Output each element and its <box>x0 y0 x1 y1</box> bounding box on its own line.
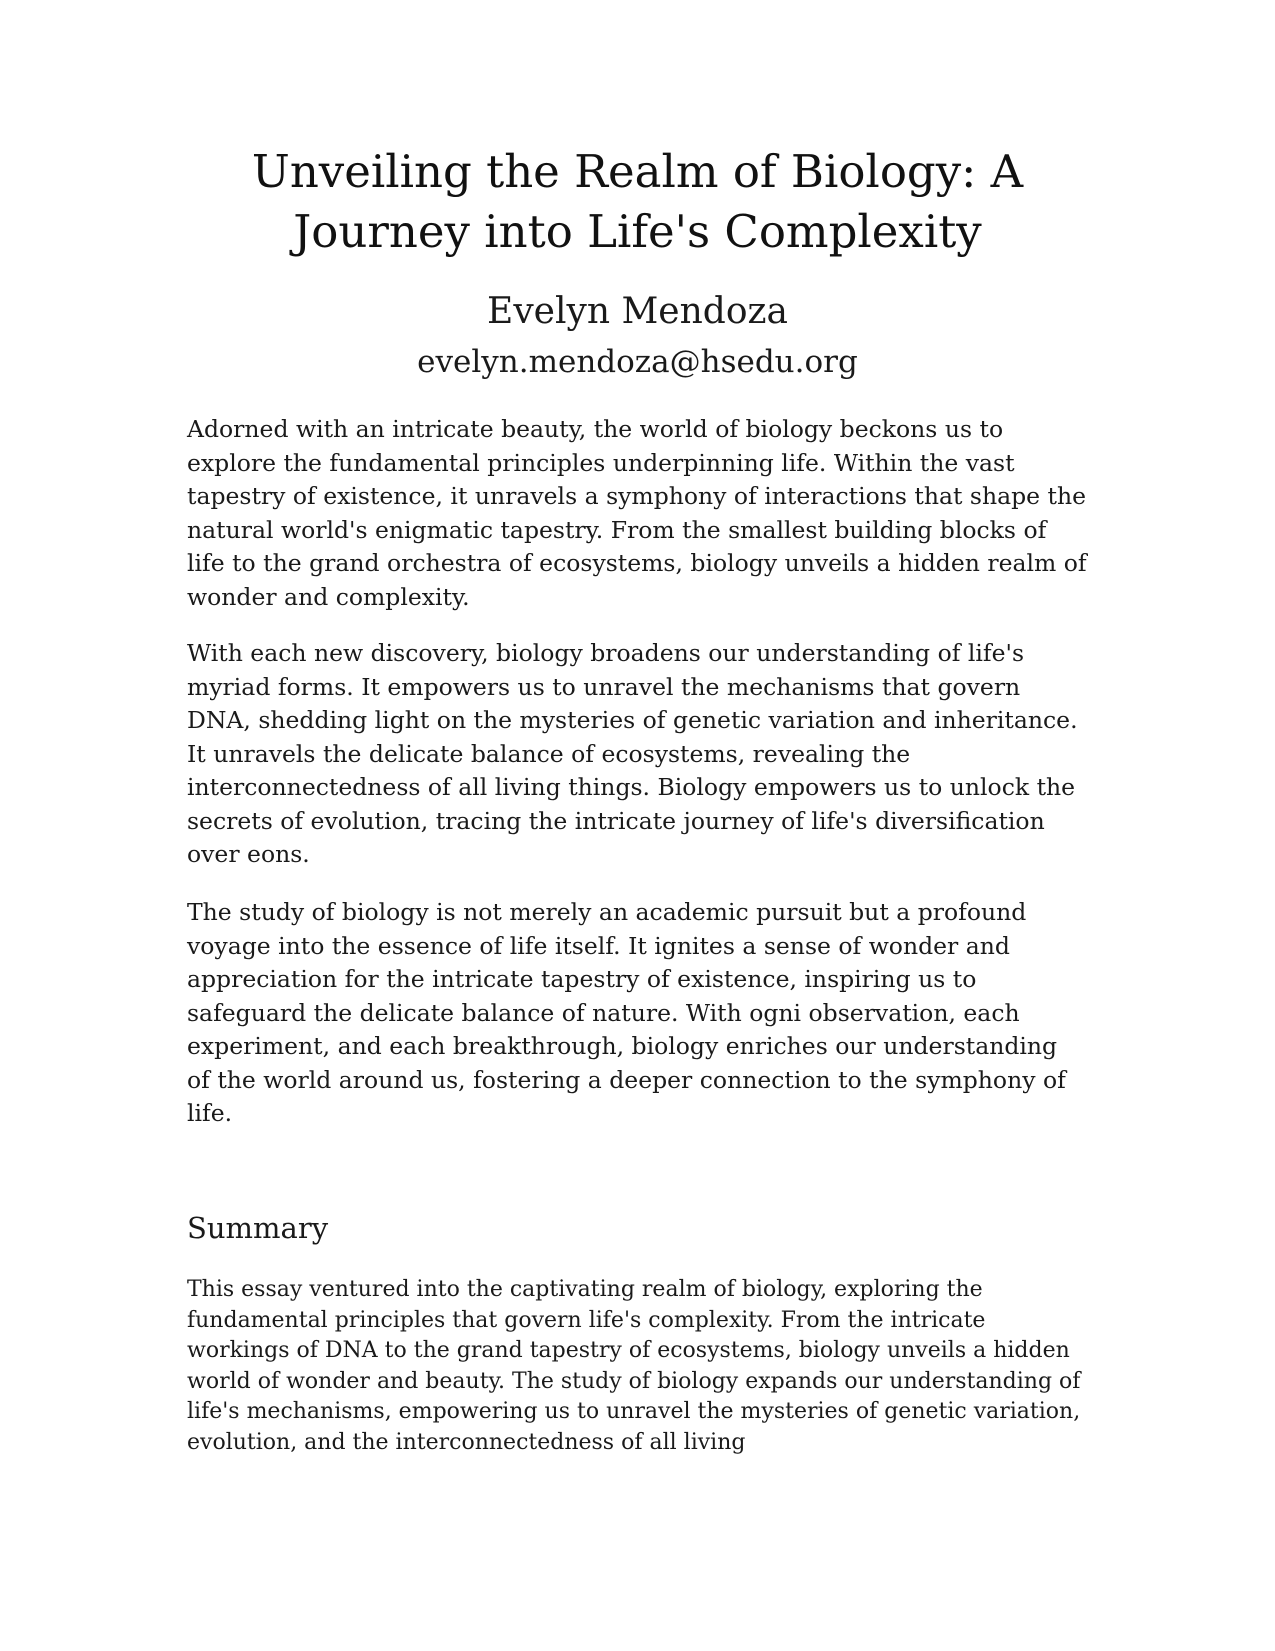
title-line-2: Journey into Life's Complexity <box>293 205 982 258</box>
body-paragraph-1: Adorned with an intricate beauty, the world of biology beckons us to explore the fundamental principles underpinning life. Within the vast tapestry of existence, it unravels a symphony of interactions that shape the natural world's enigmatic tapestry. From the smallest building blocks of life to the grand orchestra of ecosystems, biology unveils a hidden realm of wonder and complexity. <box>187 415 1087 611</box>
document-title <box>200 142 1075 262</box>
author-email: evelyn.mendoza@hsedu.org <box>417 344 858 380</box>
summary-heading: Summary <box>187 1211 329 1245</box>
author-name: Evelyn Mendoza <box>487 291 788 332</box>
body-paragraph-3: The study of biology is not merely an academic pursuit but a profound voyage into the essence of life itself. It ignites a sense of wonder and appreciation for the intricate tapestry of existence, inspiring us to safeguard the delicate balance of nature. With ogni observation, each experiment, and each breakthrough, biology enriches our understanding of the world around us, fostering a deeper connection to the symphony of life. <box>187 898 1066 1127</box>
title-line-1: Unveiling the Realm of Biology: A <box>251 145 1024 198</box>
summary-paragraph: This essay ventured into the captivating realm of biology, exploring the fundamental principles that govern life's complexity. From the intricate workings of DNA to the grand tapestry of ecosystems, biology unveils a hidden world of wonder and beauty. The study of biology expands our understanding of life's mechanisms, empowering us to unravel the mysteries of genetic variation, evolution, and the interconnectedness of all living <box>187 1277 1081 1455</box>
body-paragraph-2: With each new discovery, biology broadens our understanding of life's myriad forms. It empowers us to unravel the mechanisms that govern DNA, shedding light on the mysteries of genetic variation and inheritance. It unravels the delicate balance of ecosystems, revealing the interconnectedness of all living things. Biology empowers us to unlock the secrets of evolution, tracing the intricate journey of life's diversification over eons. <box>187 639 1078 868</box>
